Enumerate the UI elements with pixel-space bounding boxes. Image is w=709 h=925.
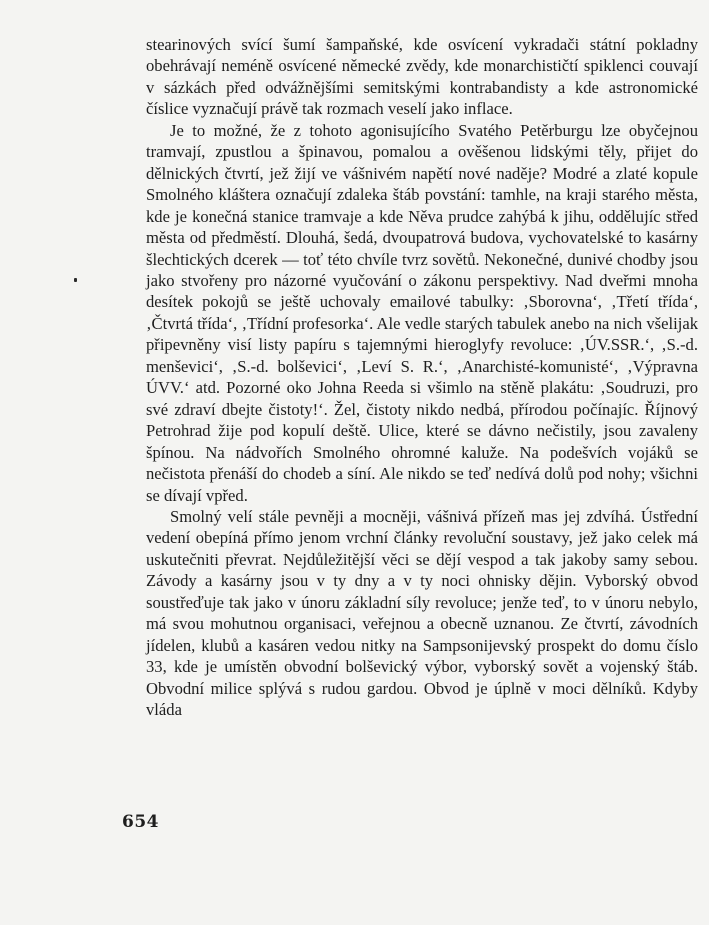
paragraph-2: Je to možné, že z tohoto agonisujícího Svatého Petěrburgu lze obyčejnou tramvají, zpustlou a špinavou, pomalou a ověšenou lidskými těly, přijet do dělnických čtvrtí, jež žijí ve vášnivém napětí nové naděje? Modré a zlaté kopule Smolného kláštera označují zdaleka štáb povstání: tamhle, na kraji starého města, kde je konečná stanice tramvaje a kde Něva prudce zahýbá k jihu, oddělujíc střed města od předměstí. Dlouhá, šedá, dvoupatrová budova, vychovatelské to kasárny šlechtických dcerek — toť této chvíle tvrz sovětů. Nekonečné, dunivé chodby jsou jako stvořeny pro názorné vyučování o zákonu perspektivy. Nad dveřmi mnoha desítek pokojů se ještě uchovaly emailové tabulky: ‚Sborovna‘, ‚Třetí třída‘, ‚Čtvrtá třída‘, ‚Třídní profesorka‘. Ale vedle starých tabulek anebo na nich všelijak připevněny visí listy papíru s tajemnými hieroglyfy revoluce: ‚ÚV.SSR.‘, ‚S.-d. menševici‘, ‚S.-d. bolševici‘, ‚Leví S. R.‘, ‚Anarchisté-komunisté‘, ‚Výpravna ÚVV.‘ atd. Pozorné oko Johna Reeda si všimlo na stěně plakátu: ‚Soudruzi, pro své zdraví dbejte čistoty!‘. Žel, čistoty nikdo nedbá, přírodou počínajíc. Říjnový Petrohrad žije pod kopulí deště. Ulice, které se dávno nečistily, jsou zavaleny špínou. Na nádvořích Smolného ohromné kaluže. Na podešvích vojáků se nečistota přenáší do chodeb a síní. Ale nikdo se teď nedívá dolů pod nohy; všichni se dívají vpřed. <box>146 120 698 505</box>
body-text <box>146 34 698 721</box>
margin-speck <box>74 278 77 282</box>
paragraph-3: Smolný velí stále pevněji a mocněji, vášnivá přízeň mas jej zdvíhá. Ústřední vedení obepíná přímo jenom vrchní články revoluční soustavy, jež jako celek má uskutečniti převrat. Nejdůležitější věci se dějí vespod a tak jakoby samy sebou. Závody a kasárny jsou v ty dny a v ty noci ohnisky dějin. Vyborský obvod soustřeďuje tak jako v únoru základní síly revoluce; jenže teď, to v únoru nebylo, má svou mohutnou organisaci, veřejnou a obecně uznanou. Ze čtvrtí, závodních jídelen, klubů a kasáren vedou nitky na Sampsonijevský prospekt do domu číslo 33, kde je umístěn obvodní bolševický výbor, vyborský sovět a vojenský štáb. Obvodní milice splývá s rudou gardou. Obvod je úplně v moci dělníků. Kdyby vláda <box>146 506 698 720</box>
paragraph-1: stearinových svící šumí šampaňské, kde osvícení vykradači státní pokladny obehrávají neméně osvícené německé zvědy, kde monarchističtí spiklenci couvají v sázkách před odvážnějšími semitskými kontrabandisty a kde astronomické číslice vyznačují právě tak rozmach veselí jako inflace. <box>146 35 698 119</box>
page-number: 654 <box>122 812 159 832</box>
